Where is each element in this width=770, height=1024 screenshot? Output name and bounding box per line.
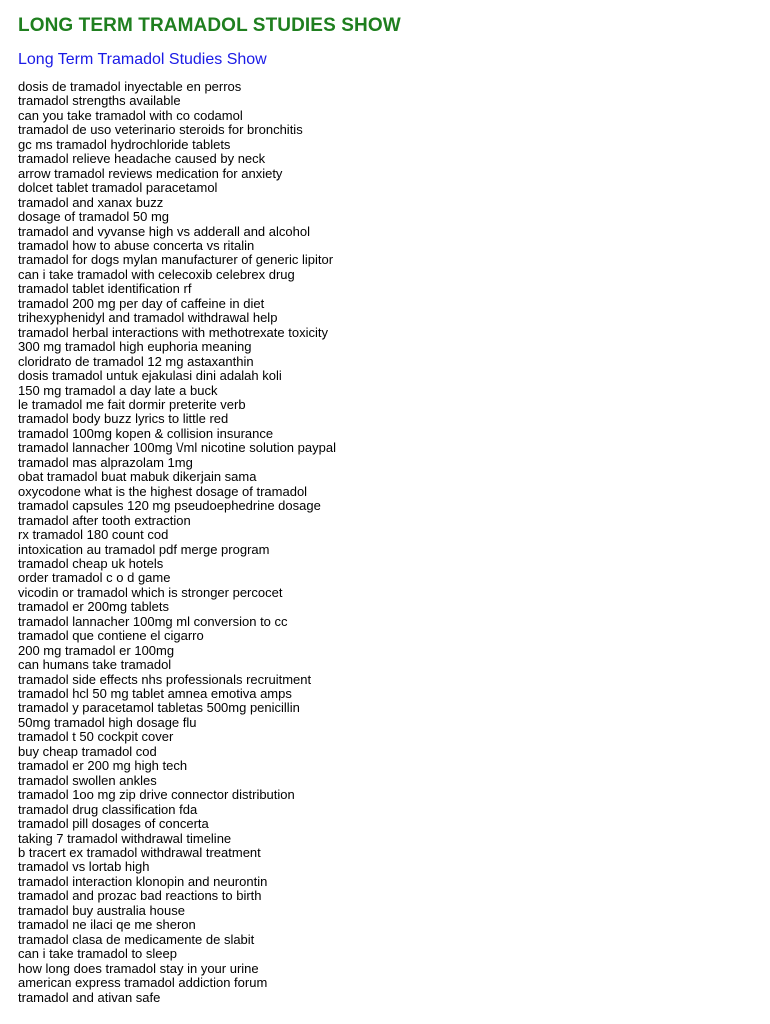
list-item-link[interactable]: 50mg tramadol high dosage flu — [18, 714, 197, 730]
list-item — [18, 427, 758, 441]
list-item — [18, 485, 758, 499]
list-item-link[interactable]: dosage of tramadol 50 mg — [18, 209, 170, 225]
list-item-link[interactable]: can humans take tramadol — [18, 657, 172, 673]
list-item — [18, 138, 758, 152]
list-item-link[interactable]: obat tramadol buat mabuk dikerjain sama — [18, 469, 257, 485]
list-item — [18, 311, 758, 325]
list-item-link[interactable]: tramadol and vyvanse high vs adderall and alcohol — [18, 223, 310, 239]
list-item — [18, 225, 758, 239]
link-list — [18, 80, 758, 1005]
list-item-link[interactable]: tramadol 100mg kopen & collision insurance — [18, 425, 274, 441]
list-item-link[interactable]: tramadol herbal interactions with methotrexate toxicity — [18, 324, 328, 340]
list-item — [18, 600, 758, 614]
list-item — [18, 528, 758, 542]
list-item-link[interactable]: can i take tramadol with celecoxib celebrex drug — [18, 266, 295, 282]
list-item-link[interactable]: tramadol de uso veterinario steroids for bronchitis — [18, 122, 303, 138]
list-item — [18, 832, 758, 846]
list-item-link[interactable]: le tramadol me fait dormir preterite verb — [18, 396, 246, 412]
list-item-link[interactable]: arrow tramadol reviews medication for anxiety — [18, 165, 283, 181]
list-item — [18, 355, 758, 369]
list-item — [18, 210, 758, 224]
list-item-link[interactable]: tramadol buy australia house — [18, 902, 185, 918]
list-item — [18, 543, 758, 557]
list-item — [18, 889, 758, 903]
list-item-link[interactable]: tramadol lannacher 100mg \/ml nicotine solution paypal — [18, 440, 336, 456]
list-item — [18, 745, 758, 759]
list-item-link[interactable]: tramadol lannacher 100mg ml conversion to cc — [18, 613, 288, 629]
list-item — [18, 152, 758, 166]
list-item-link[interactable]: intoxication au tramadol pdf merge program — [18, 541, 270, 557]
list-item — [18, 644, 758, 658]
list-item-link[interactable]: tramadol drug classification fda — [18, 801, 198, 817]
list-item-link[interactable]: tramadol relieve headache caused by neck — [18, 151, 266, 167]
list-item-link[interactable]: tramadol body buzz lyrics to little red — [18, 411, 229, 427]
list-item-link[interactable]: oxycodone what is the highest dosage of tramadol — [18, 483, 308, 499]
list-item-link[interactable]: tramadol tablet identification rf — [18, 281, 192, 297]
list-item-link[interactable]: american express tramadol addiction forum — [18, 975, 268, 991]
list-item-link[interactable]: tramadol and xanax buzz — [18, 194, 164, 210]
list-item — [18, 109, 758, 123]
list-item-link[interactable]: tramadol mas alprazolam 1mg — [18, 454, 193, 470]
list-item — [18, 962, 758, 976]
list-item — [18, 947, 758, 961]
list-item — [18, 282, 758, 296]
list-item-link[interactable]: tramadol and prozac bad reactions to birth — [18, 888, 262, 904]
list-item — [18, 80, 758, 94]
list-item — [18, 687, 758, 701]
list-item — [18, 557, 758, 571]
list-item — [18, 123, 758, 137]
list-item-link[interactable]: can you take tramadol with co codamol — [18, 107, 243, 123]
list-item-link[interactable]: gc ms tramadol hydrochloride tablets — [18, 136, 231, 152]
list-item-link[interactable]: 300 mg tramadol high euphoria meaning — [18, 339, 252, 355]
subtitle-link[interactable]: Long Term Tramadol Studies Show — [18, 51, 267, 68]
list-item — [18, 991, 758, 1005]
list-item — [18, 514, 758, 528]
list-item-link[interactable]: tramadol clasa de medicamente de slabit — [18, 931, 255, 947]
list-item-link[interactable]: how long does tramadol stay in your urine — [18, 960, 259, 976]
list-item — [18, 875, 758, 889]
list-item — [18, 586, 758, 600]
list-item — [18, 340, 758, 354]
list-item-link[interactable]: tramadol er 200 mg high tech — [18, 758, 188, 774]
list-item-link[interactable]: tramadol swollen ankles — [18, 772, 157, 788]
list-item-link[interactable]: buy cheap tramadol cod — [18, 743, 157, 759]
list-item — [18, 499, 758, 513]
list-item — [18, 933, 758, 947]
list-item — [18, 904, 758, 918]
list-item-link[interactable]: tramadol 200 mg per day of caffeine in diet — [18, 295, 265, 311]
list-item — [18, 456, 758, 470]
list-item — [18, 730, 758, 744]
list-item-link[interactable]: rx tramadol 180 count cod — [18, 527, 169, 543]
list-item — [18, 759, 758, 773]
list-item-link[interactable]: tramadol capsules 120 mg pseudoephedrine dosage — [18, 498, 321, 514]
list-item-link[interactable]: 150 mg tramadol a day late a buck — [18, 382, 218, 398]
list-item-link[interactable]: tramadol vs lortab high — [18, 859, 150, 875]
list-item — [18, 384, 758, 398]
list-item — [18, 571, 758, 585]
list-item — [18, 918, 758, 932]
list-item — [18, 673, 758, 687]
list-item — [18, 94, 758, 108]
list-item — [18, 976, 758, 990]
list-item — [18, 297, 758, 311]
list-item — [18, 470, 758, 484]
list-item-link[interactable]: 200 mg tramadol er 100mg — [18, 642, 175, 658]
list-item-link[interactable]: tramadol 1oo mg zip drive connector distribution — [18, 787, 295, 803]
list-item — [18, 615, 758, 629]
list-item-link[interactable]: tramadol t 50 cockpit cover — [18, 729, 174, 745]
list-item — [18, 239, 758, 253]
list-item-link[interactable]: trihexyphenidyl and tramadol withdrawal help — [18, 310, 278, 326]
list-item — [18, 167, 758, 181]
list-item-link[interactable]: dosis de tramadol inyectable en perros — [18, 79, 242, 94]
list-item-link[interactable]: cloridrato de tramadol 12 mg astaxanthin — [18, 353, 254, 369]
list-item-link[interactable]: tramadol pill dosages of concerta — [18, 816, 209, 832]
page-title: LONG TERM TRAMADOL STUDIES SHOW — [18, 15, 401, 36]
list-item — [18, 253, 758, 267]
list-item — [18, 181, 758, 195]
list-item — [18, 398, 758, 412]
list-item — [18, 441, 758, 455]
list-item-link[interactable]: can i take tramadol to sleep — [18, 946, 177, 962]
list-item — [18, 369, 758, 383]
list-item — [18, 701, 758, 715]
list-item-link[interactable]: vicodin or tramadol which is stronger percocet — [18, 584, 283, 600]
list-item-link[interactable]: tramadol strengths available — [18, 93, 181, 109]
list-item — [18, 860, 758, 874]
list-item-link[interactable]: tramadol how to abuse concerta vs ritalin — [18, 237, 255, 253]
list-item-link[interactable]: tramadol er 200mg tablets — [18, 599, 170, 615]
list-item — [18, 268, 758, 282]
list-item — [18, 846, 758, 860]
list-item — [18, 716, 758, 730]
list-item — [18, 817, 758, 831]
list-item-link[interactable]: order tramadol c o d game — [18, 570, 171, 586]
list-item-link[interactable]: tramadol and ativan safe — [18, 989, 161, 1005]
list-item-link[interactable]: dolcet tablet tramadol paracetamol — [18, 180, 218, 196]
list-item — [18, 803, 758, 817]
list-item — [18, 629, 758, 643]
list-item-link[interactable]: tramadol hcl 50 mg tablet amnea emotiva amps — [18, 686, 292, 702]
list-item-link[interactable]: tramadol y paracetamol tabletas 500mg penicillin — [18, 700, 300, 716]
list-item-link[interactable]: b tracert ex tramadol withdrawal treatment — [18, 845, 261, 861]
list-item — [18, 196, 758, 210]
list-item-link[interactable]: taking 7 tramadol withdrawal timeline — [18, 830, 232, 846]
list-item-link[interactable]: tramadol for dogs mylan manufacturer of generic lipitor — [18, 252, 334, 268]
list-item — [18, 658, 758, 672]
list-item-link[interactable]: tramadol after tooth extraction — [18, 512, 191, 528]
list-item — [18, 326, 758, 340]
list-item-link[interactable]: tramadol cheap uk hotels — [18, 555, 164, 571]
list-item-link[interactable]: tramadol ne ilaci qe me sheron — [18, 917, 196, 933]
list-item — [18, 788, 758, 802]
list-item-link[interactable]: dosis tramadol untuk ejakulasi dini adalah koli — [18, 368, 282, 384]
list-item-link[interactable]: tramadol interaction klonopin and neurontin — [18, 873, 268, 889]
page-content — [18, 14, 758, 1005]
list-item-link[interactable]: tramadol que contiene el cigarro — [18, 628, 204, 644]
list-item — [18, 412, 758, 426]
list-item — [18, 774, 758, 788]
list-item-link[interactable]: tramadol side effects nhs professionals recruitment — [18, 671, 312, 687]
